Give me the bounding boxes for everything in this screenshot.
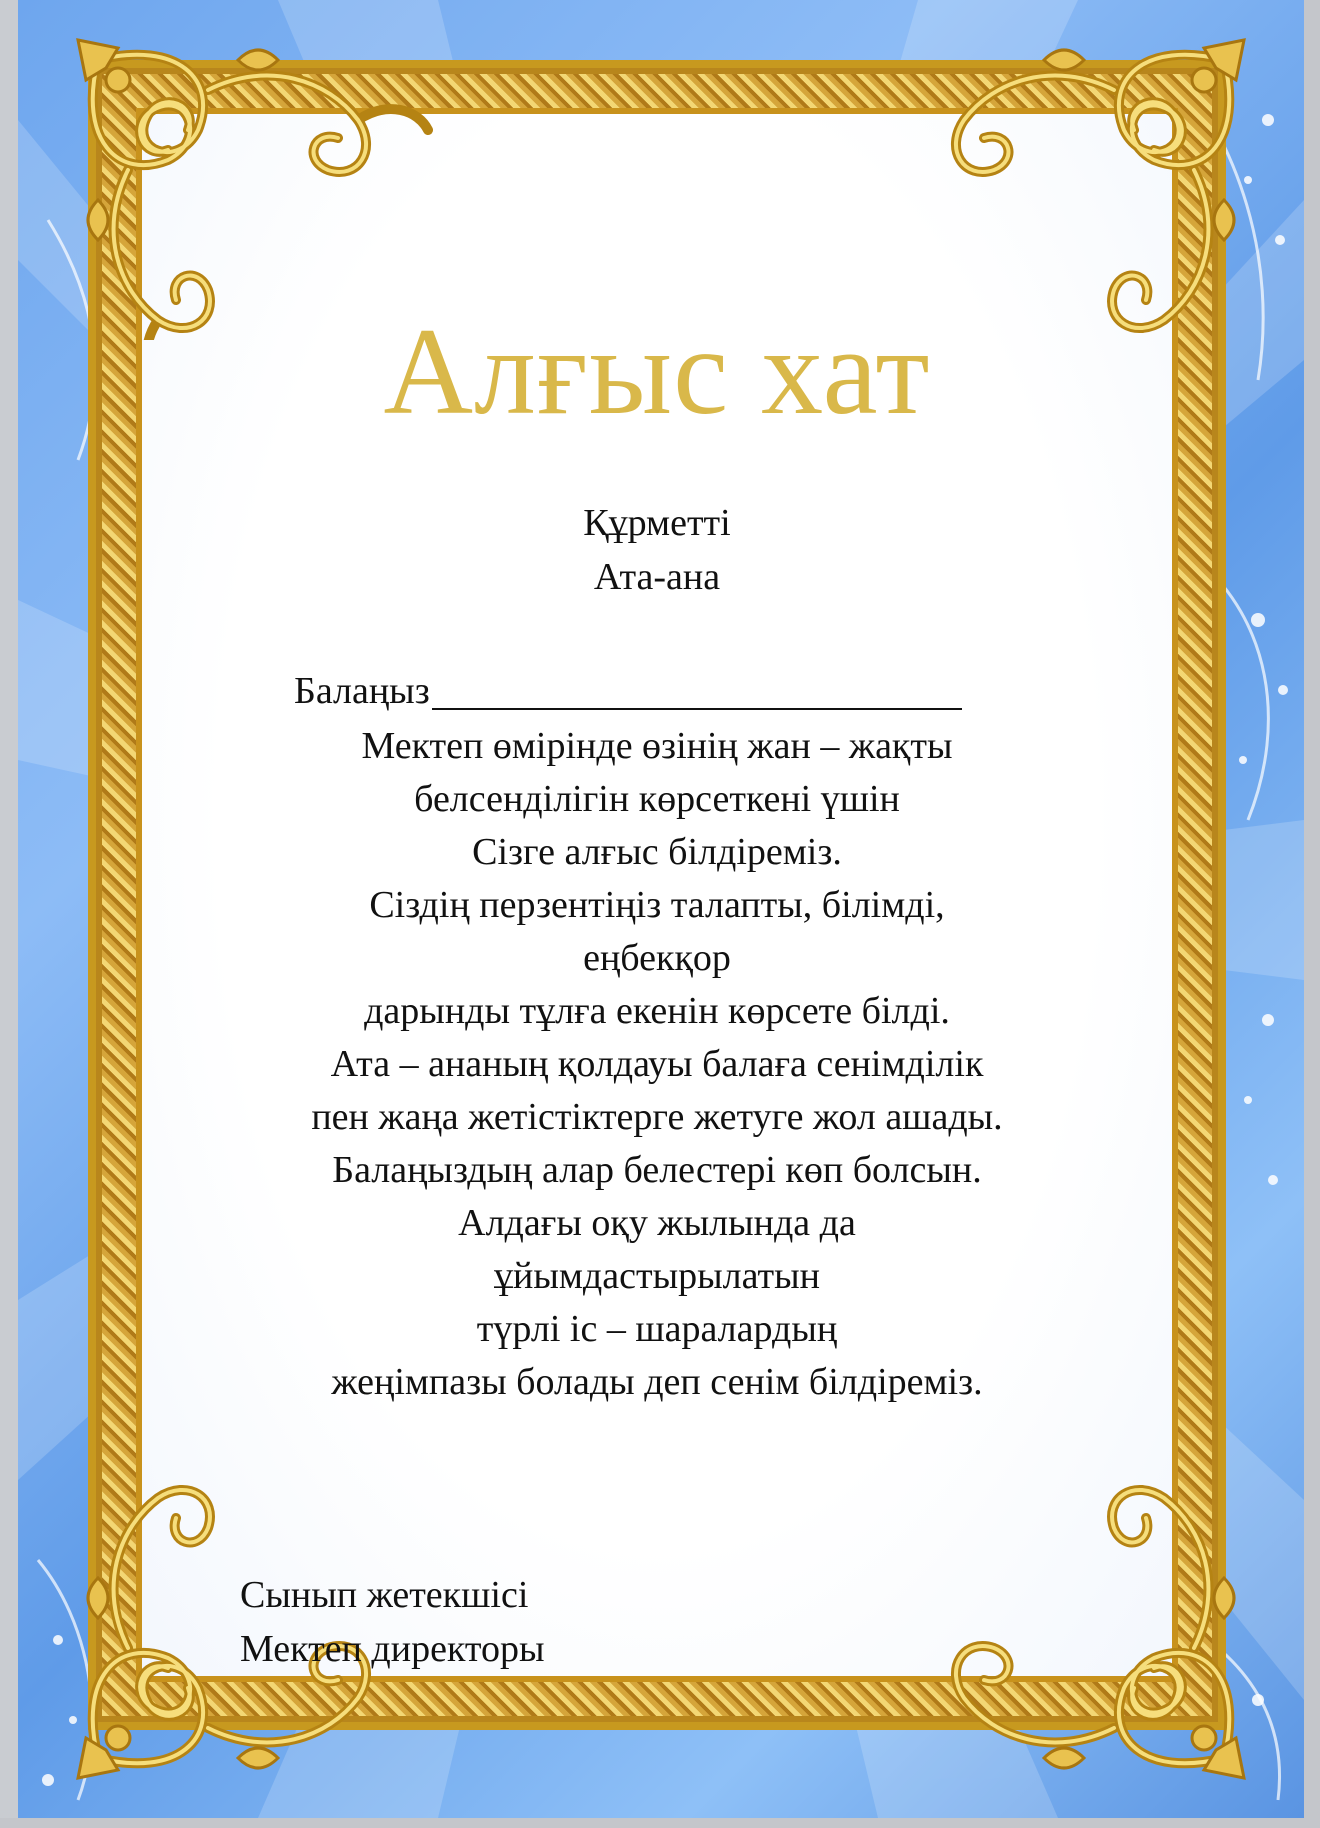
child-name-blank — [432, 672, 962, 710]
body-line: Балаңыздың алар белестері көп болсын. — [332, 1149, 982, 1191]
viewer-bottom-gutter — [0, 1818, 1320, 1828]
body-line: түрлі іс – шаралардың — [476, 1308, 838, 1350]
body-line: Сіздің перзентіңіз талапты, білімді, — [369, 884, 945, 926]
certificate-title: Алғыс хат — [383, 303, 931, 440]
body-line: белсенділігін көрсеткені үшін — [414, 778, 900, 820]
body-line: еңбекқор — [583, 937, 731, 979]
certificate-page — [18, 0, 1304, 1818]
kazakh-ornament-corner-icon — [884, 1478, 1264, 1798]
addressee: Ата-ана — [593, 556, 721, 598]
body-line: Ата – ананың қолдауы балаға сенімділік — [330, 1043, 984, 1085]
signature-school-director: Мектеп директоры — [240, 1628, 545, 1670]
body-line: ұйымдастырылатын — [494, 1255, 820, 1297]
body-line: жеңімпазы болады деп сенім білдіреміз. — [331, 1361, 983, 1403]
body-line: Алдағы оқу жылында да — [458, 1202, 856, 1244]
body-line: дарынды тұлға екенін көрсете білді. — [364, 990, 950, 1032]
salutation: Құрметті — [583, 502, 731, 544]
kazakh-ornament-corner-icon — [884, 20, 1264, 340]
body-line: Мектеп өмірінде өзінің жан – жақты — [361, 725, 953, 767]
body-line: пен жаңа жетістіктерге жетуге жол ашады. — [311, 1096, 1003, 1138]
child-name-row — [294, 672, 962, 710]
child-label: Балаңыз — [294, 670, 430, 712]
kazakh-ornament-corner-icon — [58, 20, 438, 340]
signature-class-teacher: Сынып жетекшісі — [240, 1574, 529, 1616]
body-line: Сізге алғыс білдіреміз. — [472, 831, 842, 873]
viewer-right-gutter — [1304, 0, 1320, 1828]
